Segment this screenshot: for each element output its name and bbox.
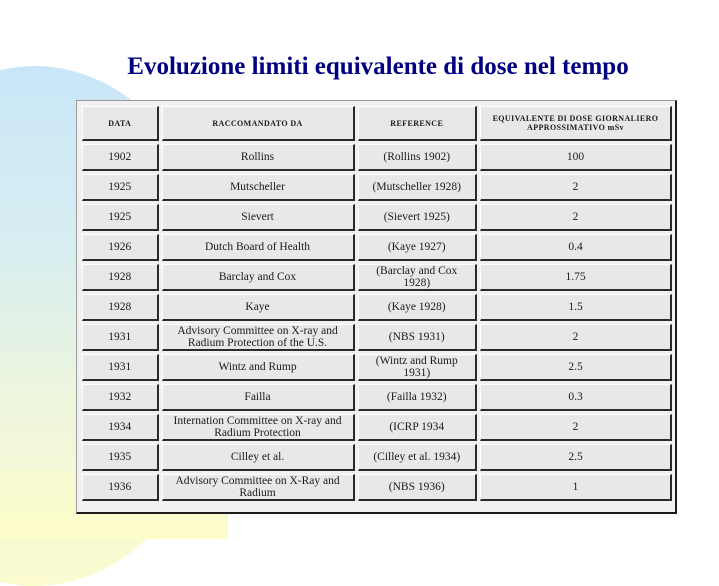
cell-year: 1928 <box>82 264 159 291</box>
dose-limits-table-frame <box>76 100 677 514</box>
cell-dose: 2 <box>480 174 672 201</box>
table-row <box>82 324 672 351</box>
table-header-row <box>82 106 672 141</box>
table-row <box>82 414 672 441</box>
cell-recommended-by: Failla <box>162 384 355 411</box>
cell-reference: (NBS 1936) <box>358 474 478 501</box>
cell-recommended-by: Barclay and Cox <box>162 264 355 291</box>
cell-dose: 2 <box>480 204 672 231</box>
table-row <box>82 144 672 171</box>
cell-dose: 1.5 <box>480 294 672 321</box>
cell-dose: 0.3 <box>480 384 672 411</box>
cell-recommended-by: Advisory Committee on X-Ray and Radium <box>162 474 355 501</box>
table-row <box>82 174 672 201</box>
table-row <box>82 234 672 261</box>
cell-recommended-by: Wintz and Rump <box>162 354 355 381</box>
header-recommended-by: RACCOMANDATO DA <box>162 106 355 141</box>
header-dose: EQUIVALENTE DI DOSE GIORNALIERO APPROSSIMATIVO mSv <box>480 106 672 141</box>
cell-dose: 2.5 <box>480 354 672 381</box>
dose-limits-table <box>79 103 675 504</box>
cell-year: 1928 <box>82 294 159 321</box>
cell-recommended-by: Dutch Board of Health <box>162 234 355 261</box>
cell-recommended-by: Advisory Committee on X-ray and Radium Protection of the U.S. <box>162 324 355 351</box>
cell-year: 1931 <box>82 354 159 381</box>
cell-year: 1926 <box>82 234 159 261</box>
cell-dose: 100 <box>480 144 672 171</box>
cell-recommended-by: Mutscheller <box>162 174 355 201</box>
cell-recommended-by: Internation Committee on X-ray and Radium Protection <box>162 414 355 441</box>
table-row <box>82 474 672 501</box>
cell-recommended-by: Kaye <box>162 294 355 321</box>
table-row <box>82 354 672 381</box>
cell-reference: (Sievert 1925) <box>358 204 478 231</box>
cell-year: 1936 <box>82 474 159 501</box>
cell-reference: (ICRP 1934 <box>358 414 478 441</box>
cell-reference: (Failla 1932) <box>358 384 478 411</box>
cell-recommended-by: Rollins <box>162 144 355 171</box>
cell-year: 1931 <box>82 324 159 351</box>
cell-year: 1925 <box>82 174 159 201</box>
cell-recommended-by: Cilley et al. <box>162 444 355 471</box>
cell-year: 1925 <box>82 204 159 231</box>
table-row <box>82 294 672 321</box>
cell-reference: (Kaye 1928) <box>358 294 478 321</box>
cell-dose: 1.75 <box>480 264 672 291</box>
slide-title: Evoluzione limiti equivalente di dose nel tempo <box>127 53 629 80</box>
table-row <box>82 444 672 471</box>
cell-year: 1935 <box>82 444 159 471</box>
table-row <box>82 204 672 231</box>
header-reference: REFERENCE <box>358 106 478 141</box>
cell-reference: (Cilley et al. 1934) <box>358 444 478 471</box>
cell-reference: (Mutscheller 1928) <box>358 174 478 201</box>
cell-year: 1934 <box>82 414 159 441</box>
cell-dose: 2 <box>480 414 672 441</box>
cell-reference: (Kaye 1927) <box>358 234 478 261</box>
cell-dose: 2 <box>480 324 672 351</box>
cell-reference: (Rollins 1902) <box>358 144 478 171</box>
table-row <box>82 384 672 411</box>
cell-year: 1902 <box>82 144 159 171</box>
cell-reference: (Wintz and Rump 1931) <box>358 354 478 381</box>
cell-dose: 1 <box>480 474 672 501</box>
cell-recommended-by: Sievert <box>162 204 355 231</box>
cell-reference: (NBS 1931) <box>358 324 478 351</box>
cell-year: 1932 <box>82 384 159 411</box>
cell-reference: (Barclay and Cox 1928) <box>358 264 478 291</box>
table-row <box>82 264 672 291</box>
cell-dose: 0.4 <box>480 234 672 261</box>
cell-dose: 2.5 <box>480 444 672 471</box>
header-date: DATA <box>82 106 159 141</box>
